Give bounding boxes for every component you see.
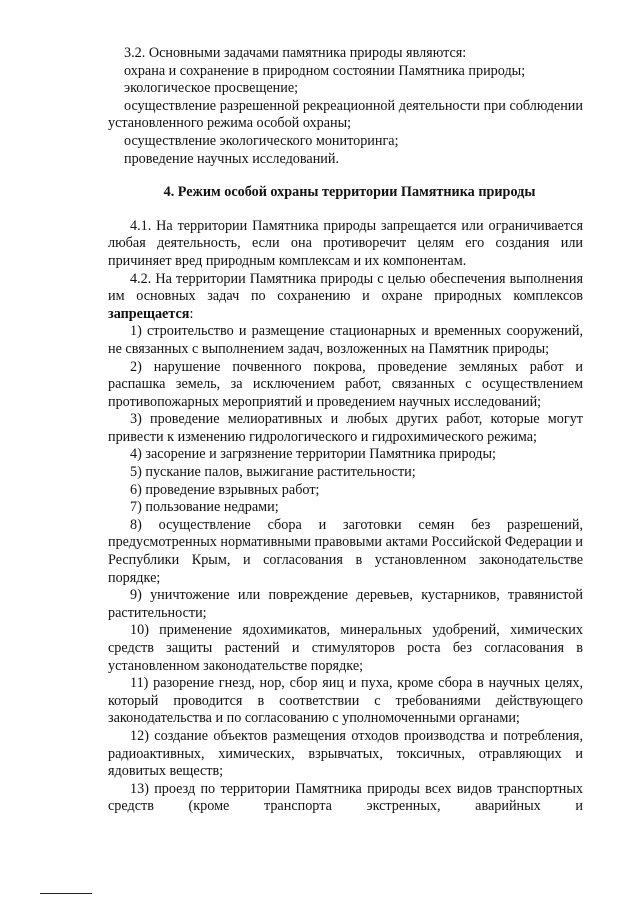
paragraph-4-1: 4.1. На территории Памятника природы запрещается или ограничивается любая деятельность, если она противоречит целям его создания или причиняет вред природным комплексам и их компонентам.	[108, 217, 583, 269]
list-item: 8) осуществление сбора и заготовки семян без разрешений, предусмотренных нормативными правовыми актами Российской Федерации и Республики Крым, и согласования в установленном законодательстве порядке;	[108, 516, 583, 586]
list-item: 5) пускание палов, выжигание растительности;	[130, 464, 416, 481]
list-item: 9) уничтожение или повреждение деревьев, кустарников, травянистой растительности;	[108, 587, 583, 621]
list-item: 1) строительство и размещение стационарных и временных сооружений, не связанных с выполнением задач, возложенных на Памятник природы;	[108, 323, 583, 357]
paragraph-4-2-tail: :	[189, 305, 194, 322]
task-item: проведение научных исследований.	[124, 150, 340, 167]
paragraph-4-2-emphasis: запрещается	[108, 305, 190, 322]
list-item: 4) засорение и загрязнение территории Памятника природы;	[130, 446, 496, 463]
footer-rule	[40, 893, 92, 894]
list-item: 2) нарушение почвенного покрова, проведение земляных работ и распашка земель, за исключением работ, связанных с осуществлением противопожарных мероприятий и проведением научных исследований;	[108, 358, 583, 410]
list-item: 11) разорение гнезд, нор, сбор яиц и пуха, кроме сбора в научных целях, который проводится в соответствии с требованиями действующего законодательства и по согласованию с уполномоченными органами;	[108, 675, 583, 727]
list-item: 10) применение ядохимикатов, минеральных удобрений, химических средств защиты растений и стимуляторов роста без согласования в установленном законодательстве порядке;	[108, 622, 583, 674]
task-item: осуществление экологического мониторинга;	[124, 132, 399, 149]
task-item: охрана и сохранение в природном состоянии Памятника природы;	[124, 62, 526, 79]
list-item: 13) проезд по территории Памятника природы всех видов транспортных средств (кроме транспорта экстренных, аварийных и	[108, 780, 583, 815]
task-item: осуществление разрешенной рекреационной деятельности при соблюдении установленного режима особой охраны;	[108, 97, 583, 132]
list-item: 12) создание объектов размещения отходов производства и потребления, радиоактивных, химических, взрывчатых, токсичных, отравляющих и ядовитых веществ;	[108, 727, 583, 780]
tasks-intro: 3.2. Основными задачами памятника природы являются:	[124, 45, 467, 61]
list-item: 7) пользование недрами;	[130, 499, 279, 516]
paragraph-4-2	[108, 271, 583, 324]
task-item: экологическое просвещение;	[124, 80, 299, 97]
section-heading: 4. Режим особой охраны территории Памятника природы	[163, 184, 536, 201]
paragraph-4-2-lead: 4.2. На территории Памятника природы с целью обеспечения выполнения им основных задач по сохранению и охране природных комплексов	[108, 270, 583, 305]
document-body	[108, 45, 583, 816]
list-item: 3) проведение мелиоративных и любых других работ, которые могут привести к изменению гидрологического и гидрохимического режима;	[108, 411, 583, 445]
list-item: 6) проведение взрывных работ;	[130, 481, 320, 498]
